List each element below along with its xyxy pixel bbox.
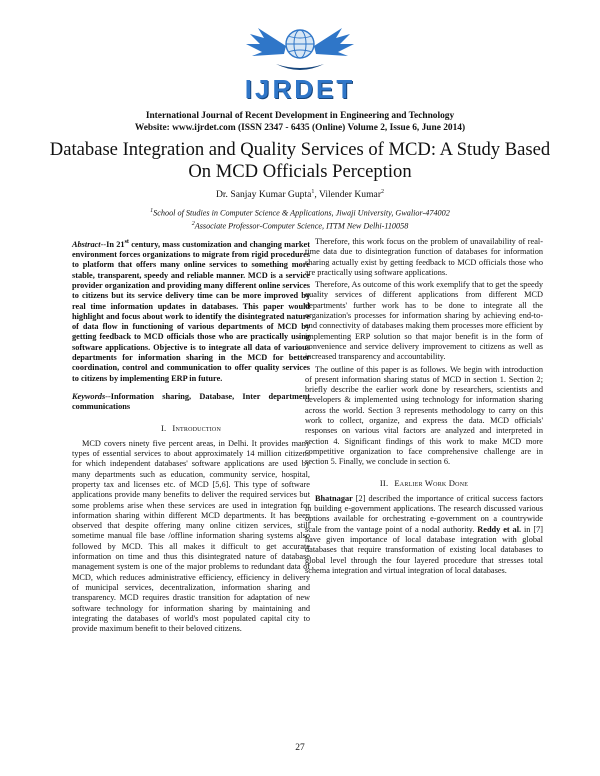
citation-author: Reddy et al.: [477, 524, 522, 534]
journal-website: Website: www.ijrdet.com (ISSN 2347 - 6435 (Online) Volume 2, Issue 6, June 2014): [134, 122, 466, 133]
right-column: [305, 237, 543, 578]
section-title: Earlier Work Done: [394, 477, 469, 488]
left-column: [72, 237, 310, 636]
keywords-text: Information sharing, Database, Inter department communications: [72, 391, 310, 412]
logo-text: IJRDET: [244, 74, 356, 104]
author-name: Dr. Sanjay Kumar Gupta: [215, 189, 312, 201]
page-number: 27: [295, 743, 305, 753]
section-title: Introduction: [172, 422, 221, 433]
journal-header: [60, 111, 540, 134]
body-paragraph: The outline of this paper is as follows. We begin with introduction of present information sharing status of MCD in section 1. Section 2; briefly describe the earlier work done by researchers, scientists and developers & implemented using technology for information sharing across the world. Section 3 represents methodology to carry on this work to collect, organize, and express the data. MCD officials' responses on various vital factors are analyzed and interpreted in section 4. Significant findings of this work to make MCD more competitive organization to face comprehensive challenge are in section 5. Finally, we conclude in section 6.: [305, 364, 543, 467]
body-paragraph: Therefore, As outcome of this work exemplify that to get the speedy quality services of different applications from different MCD departments' further work has to be done to integrate all the organization's processes for information sharing by achieving end-to-end connectivity of databases making them processes more efficient by implementing ERP solution so that major benefit is in the form of convenience and service delivery improvement to citizens as well as increased transparency and accountability.: [305, 280, 543, 362]
section-heading: I. Introduction: [160, 422, 221, 433]
section-heading: II. Earlier Work Done: [379, 477, 469, 488]
affiliation: $^1$School of Studies in Computer Science & Applications, Jiwaji University, Gwalior-474002: [150, 208, 450, 218]
ijrdet-logo-icon: [240, 14, 360, 82]
abstract-lead: Abstract--: [72, 239, 107, 249]
body-paragraph: Bhatnagar [2] described the importance of critical success factors in building e-government applications. The research discussed various options available for orchestrating e-government on a countrywide scale from the vantage point of a nodal authority. Reddy et al. in [7] have given importance of local database integration with global databases that require transformation of existing local databases to global level through the four layered procedure that stresses total schema integration and virtual integration of local databases.: [305, 493, 543, 575]
author-name: Vilender Kumar: [318, 189, 382, 201]
keywords-lead: Keywords--: [72, 391, 111, 401]
keywords: [72, 392, 310, 413]
abstract-text: century, mass customization and changing market environment forces organizations to migrate from rigid procedures to platform that offers many online services to something more stable, transparent, speedy and reliable manner. MCD is a service provider organization and providing many different online services to citizens but its service delivery time can be more improved by real time information updates in databases. This paper would highlight and focus about work to identify the disintegrated nature of data flow in functioning of various departments of MCD by getting feedback to MCD officials those who are practically using software applications. Objective is to integrate all data of various departments for information sharing in the MCD for better coordination, control and communication to offer quality services to citizens by implementing ERP in future.: [72, 239, 310, 383]
affiliation: $^2$Associate Professor-Computer Science, ITTM New Delhi-110058: [191, 220, 409, 231]
journal-name: International Journal of Recent Development in Engineering and Technology: [145, 111, 455, 121]
body-paragraph: MCD covers ninety five percent areas, in Delhi. It provides many types of essential services to about approximately 14 million citizens for which independent databases' software applications are used by many departments such as education, community service, hospital, property tax and licenses etc. of MCD [5,6]. This type of software applications provide many benefits to deliver the required services but some problems arise when these services are used in integration for information sharing within different MCD departments. It has been observed that despite offering many online citizen services, still sometime manual file base /offline information sharing systems also followed by MCD. This all makes it difficult to get accurate information on time and thus this disintegrated nature of database management system is one of the major problems to redundant data of MCD, which reduces administrative efficiency, efficiency in delivery of municipal services, decentralization, information sharing and transparency. MCD requires drastic transition for adaptation of new software technology for information sharing by maintaining and integrating the databases of world's most populated capital city to provide maximum benefit to their beloved citizens.: [72, 438, 310, 634]
body-paragraph: Therefore, this work focus on the problem of unavailability of real-time data due to disintegration function of databases for information sharing actually exist by getting feedback to MCD officials those who are practically using software applications.: [305, 237, 543, 277]
abstract: Abstract--In 21st century, mass customization and changing market environment forces organizations to migrate from rigid procedures to platform that offers many online services to something more stable, transparent, speedy and reliable manner. MCD is a service provider organization and providing many different online services to citizens but its service delivery time can be more improved by real time information updates in databases. This paper would highlight and focus about work to identify the disintegrated nature of data flow in functioning of various departments of MCD by getting feedback to MCD officials those who are practically using software applications. Objective is to integrate all data of various departments for information sharing in the MCD for better coordination, control and communication to offer quality services to citizens by implementing ERP in future.: [72, 239, 310, 383]
author-sup: 2: [381, 189, 385, 195]
paper-title: Database Integration and Quality Services of MCD: A Study Based On MCD Officials Perception: [49, 139, 551, 182]
author-sup: 1: [311, 189, 315, 195]
affiliations: [60, 206, 540, 231]
author-separator: ,: [314, 189, 319, 201]
citation-author: Bhatnagar: [315, 493, 353, 503]
journal-logo: [240, 14, 360, 110]
authors: [90, 189, 510, 200]
